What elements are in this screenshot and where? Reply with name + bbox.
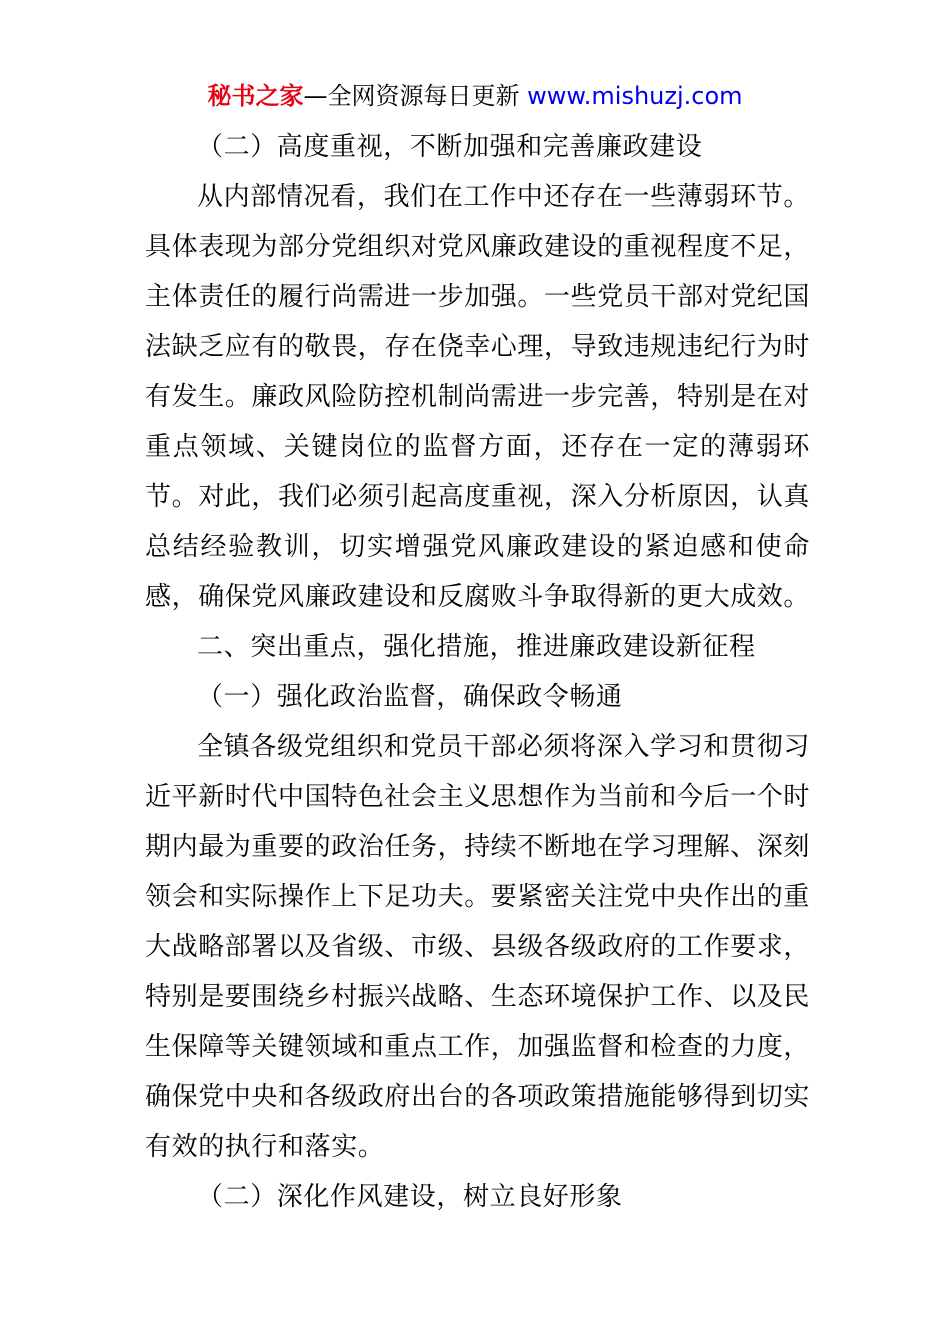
body-paragraph: 从内部情况看，我们在工作中还存在一些薄弱环节。具体表现为部分党组织对党风廉政建设的重视程度不足，主体责任的履行尚需进一步加强。一些党员干部对党纪国法缺乏应有的敬畏，存在侥幸心理，导致违规违纪行为时有发生。廉政风险防控机制尚需进一步完善，特别是在对重点领域、关键岗位的监督方面，还存在一定的薄弱环节。对此，我们必须引起高度重视，深入分析原因，认真总结经验教训，切实增强党风廉政建设的紧迫感和使命感，确保党风廉政建设和反腐败斗争取得新的更大成效。	[145, 182, 811, 612]
section-heading: （二）深化作风建设，树立良好形象	[197, 1182, 623, 1212]
site-url-link[interactable]: www.mishuzj.com	[527, 82, 743, 110]
header-tagline: —全网资源每日更新	[303, 82, 528, 110]
document-body	[145, 122, 810, 1222]
section-heading: （一）强化政治监督，确保政令畅通	[197, 682, 623, 712]
brand-name: 秘书之家	[207, 82, 304, 110]
body-paragraph: 全镇各级党组织和党员干部必须将深入学习和贯彻习近平新时代中国特色社会主义思想作为当前和今后一个时期内最为重要的政治任务，持续不断地在学习理解、深刻领会和实际操作上下足功夫。要紧密关注党中央作出的重大战略部署以及省级、市级、县级各级政府的工作要求，特别是要围绕乡村振兴战略、生态环境保护工作、以及民生保障等关键领域和重点工作，加强监督和检查的力度，确保党中央和各级政府出台的各项政策措施能够得到切实有效的执行和落实。	[145, 732, 811, 1162]
site-header	[0, 78, 950, 114]
section-heading: （二）高度重视，不断加强和完善廉政建设	[197, 132, 703, 162]
section-heading: 二、突出重点，强化措施，推进廉政建设新征程	[197, 632, 756, 662]
